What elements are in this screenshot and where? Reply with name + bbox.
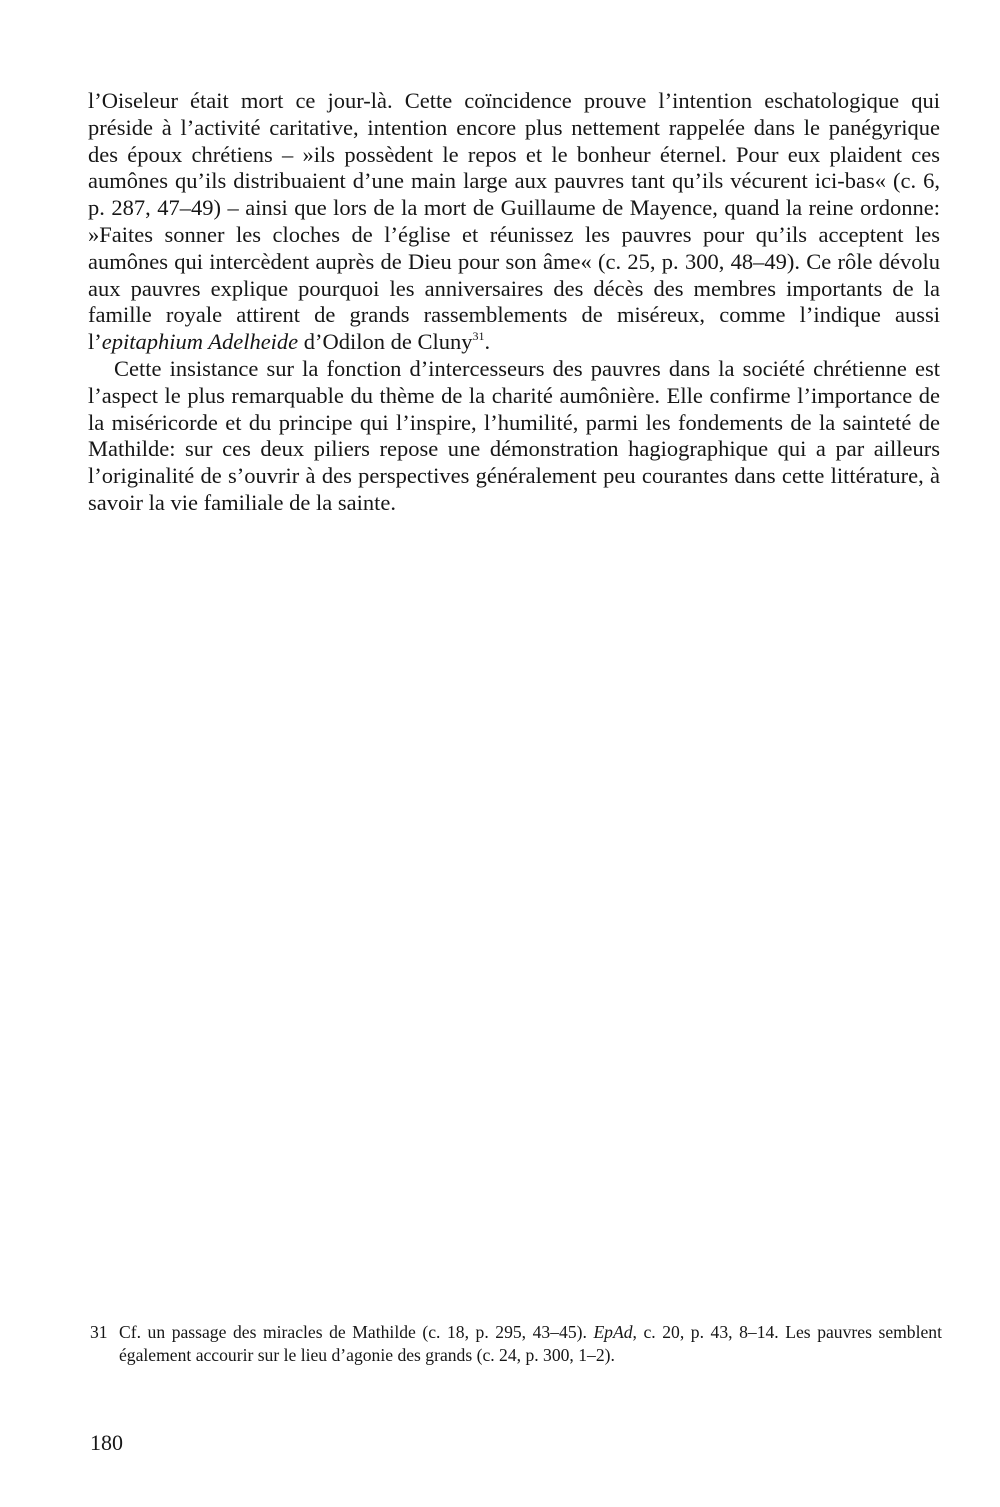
footnotes: [90, 1321, 942, 1367]
paragraph-2: Cette insistance sur la fonction d’intercesseurs des pauvres dans la société chrétienne est l’aspect le plus remarquable du thème de la charité aumônière. Elle confirme l’importance de la miséricorde et du principe qui l’inspire, l’humilité, parmi les fondements de la sainteté de Mathilde: sur ces deux piliers repose une démonstration hagiographique qui a par ailleurs l’originalité de s’ouvrir à des perspectives généralement peu courantes dans cette littérature, à savoir la vie familiale de la sainte.: [88, 355, 940, 515]
body-text: [88, 88, 940, 517]
footnote-text-part-continued: , c. 20, p. 43, 8–14. Les pauvres semblent également accourir sur le lieu d’agonie des grands (c. 24, p. 300, 1–2).: [119, 1322, 942, 1365]
footnote-31: [90, 1321, 942, 1367]
paragraph-1-end: .: [484, 329, 491, 355]
page-number: 180: [90, 1430, 123, 1455]
footnote-abbreviation-italic: EpAd: [593, 1322, 633, 1342]
paragraph-1-text: l’Oiseleur était mort ce jour-là. Cette coïncidence prouve l’intention eschatologique qui préside à l’activité caritative, intention encore plus nettement rappelée dans le panégyrique des époux chrétiens – »ils possèdent le repos et le bonheur éternel. Pour eux plaident ces aumônes qu’ils distribuaient d’une main large aux pauvres tant qu’ils vécurent ici-bas« (c. 6, p. 287, 47–49) – ainsi que lors de la mort de Guillaume de Mayence, quand la reine ordonne: »Faites sonner les cloches de l’église et réunissez les pauvres pour qu’ils acceptent les aumônes qui intercèdent auprès de Dieu pour son âme« (c. 25, p. 300, 48–49). Ce rôle dévolu aux pauvres explique pourquoi les anniversaires des décès des membres importants de la famille royale attirent de grands rassemblements de miséreux, comme l’indique aussi l’: [88, 88, 940, 355]
paragraph-1-text-continued: d’Odilon de Cluny: [298, 329, 473, 355]
footnote-number: 31: [90, 1322, 108, 1342]
footnote-text: [119, 1321, 942, 1367]
footnote-text-part: Cf. un passage des miracles de Mathilde (c. 18, p. 295, 43–45).: [119, 1322, 594, 1342]
paragraph-1: [88, 88, 940, 356]
work-title-italic: epitaphium Adelheide: [101, 329, 299, 355]
footnote-reference[interactable]: 31: [472, 328, 485, 343]
